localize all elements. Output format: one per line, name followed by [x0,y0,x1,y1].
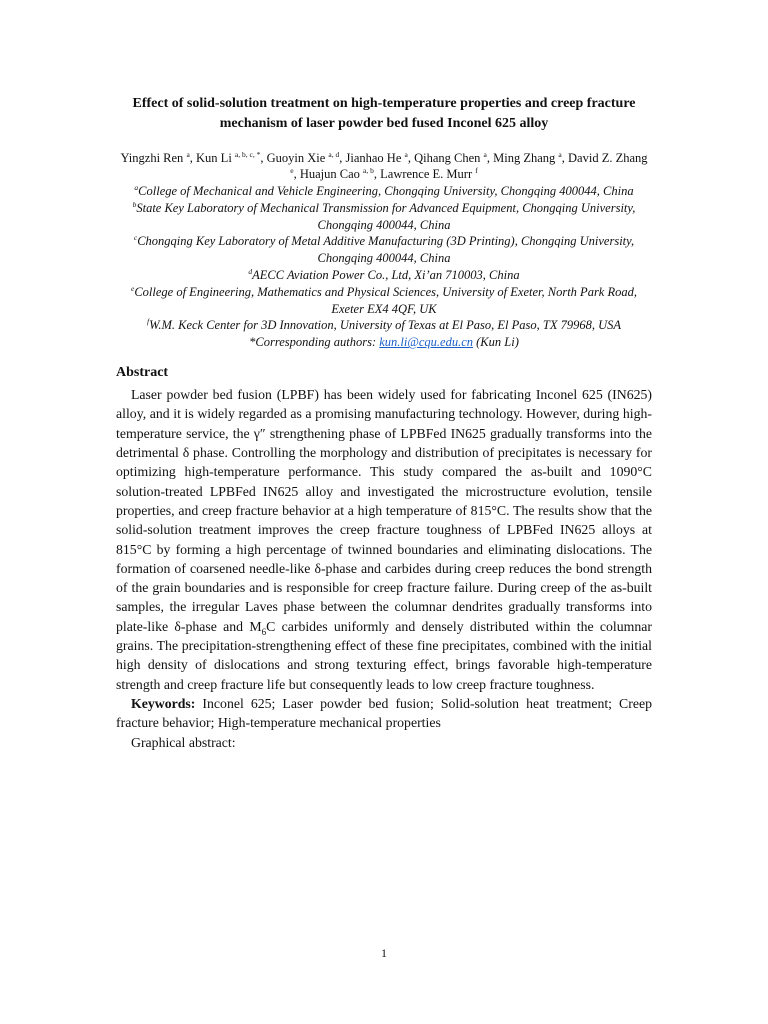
affiliation-text: Chongqing Key Laboratory of Metal Additive Manufacturing (3D Printing), Chongqing University, Chongqing 400044, China [137,234,635,266]
abstract-text-part1: Laser powder bed fusion (LPBF) has been widely used for fabricating Inconel 625 (IN625) alloy, and it is widely regarded as a promising manufacturing technology. However, during high-temperature service, the γ″ strengthening phase of LPBFed IN625 gradually transforms into the detrimental δ phase. Controlling the morphology and distribution of precipitates is necessary for optimizing high-temperature performance. This study compared the as-built and 1090°C solution-treated LPBFed IN625 alloy and investigated the microstructure evolution, tensile properties, and creep fracture behavior at a high temperature of 815°C. The results show that the solid-solution treatment improves the creep fracture toughness of LPBFed IN625 alloys at 815°C by forming a high percentage of twinned boundaries and eliminating dislocations. The formation of coarsened needle-like δ-phase and carbides during creep reduces the bond strength of the grain boundaries and is responsible for creep fracture failure. During creep of the as-built samples, the irregular Laves phase between the columnar dendrites gradually transforms into plate-like δ-phase and M [116,387,652,634]
author-name: David Z. Zhang [568,151,648,165]
corresponding-prefix: *Corresponding authors: [249,335,380,350]
author-name: Guoyin Xie [266,151,326,165]
affiliation-text: W.M. Keck Center for 3D Innovation, University of Texas at El Paso, El Paso, TX 79968, USA [149,318,622,333]
author-name: Kun Li [196,151,232,165]
affiliation-text: State Key Laboratory of Mechanical Transmission for Advanced Equipment, Chongqing University, Chongqing 400044, China [136,200,636,232]
author-affiliation-marker: a, b, c, * [234,149,261,159]
author-affiliation-marker: a [186,149,190,159]
corresponding-suffix: (Kun Li) [473,335,519,350]
author-name: Huajun Cao [299,167,360,181]
abstract-subscript: 6 [261,626,267,637]
author-affiliation-marker: a [558,149,562,159]
page-number: 1 [381,946,387,960]
abstract-heading: Abstract [116,365,169,381]
affiliation-text: College of Engineering, Mathematics and Physical Sciences, University of Exeter, North Park Road, Exeter EX4 4QF, UK [134,284,637,316]
author-name: Jianhao He [345,151,402,165]
author-separator: , [260,151,267,165]
author-separator: , [407,151,415,165]
paper-page [116,94,652,753]
corresponding-authors [116,334,652,351]
affiliation-marker: e [130,283,135,293]
affiliation [116,284,652,318]
affiliation-marker: b [132,199,137,209]
keywords-label: Keywords: [131,695,196,711]
affiliation-text: College of Mechanical and Vehicle Engineering, Chongqing University, Chongqing 400044, China [138,184,634,198]
affiliation-marker: d [248,266,253,276]
author-name: Ming Zhang [493,151,556,165]
author-affiliation-marker: a, b [363,165,374,175]
author-affiliation-marker: a [404,149,408,159]
affiliation [116,267,652,284]
abstract-body [116,385,652,694]
author-list [116,150,652,182]
author-affiliation-marker: a, d [328,149,340,159]
author-separator: , [486,151,494,165]
affiliation [116,233,652,267]
affiliation-list [116,183,652,334]
corresponding-email-link[interactable]: kun.li@cqu.edu.cn [379,335,474,350]
author-separator: , [373,167,381,181]
keywords [116,694,652,733]
keywords-text: Inconel 625; Laser powder bed fusion; Solid-solution heat treatment; Creep fracture behavior; High-temperature mechanical properties [116,695,652,731]
affiliation-marker: f [146,317,150,327]
author-affiliation-marker: a [483,149,487,159]
affiliation-marker: c [133,233,138,243]
author-separator: , [189,151,197,165]
affiliation-marker: a [134,182,139,192]
graphical-abstract-label: Graphical abstract: [131,734,236,750]
author-separator: , [561,151,569,165]
paper-title: Effect of solid-solution treatment on high-temperature properties and creep fracture mechanism of laser powder bed fused Inconel 625 alloy [132,96,636,131]
affiliation [116,183,652,200]
author-name: Lawrence E. Murr [380,167,473,181]
author-separator: , [293,167,300,181]
author-name: Yingzhi Ren [120,151,184,165]
affiliation [116,317,652,334]
author-separator: , [339,151,346,165]
author-affiliation-marker: f [475,165,478,175]
affiliation [116,200,652,234]
affiliation-text: AECC Aviation Power Co., Ltd, Xi’an 710003, China [252,267,520,282]
author-name: Qihang Chen [414,151,481,165]
author-affiliation-marker: e [290,165,294,175]
abstract-text-part2: C carbides uniformly and densely distributed within the columnar grains. The precipitation-strengthening effect of these fine precipitates, combined with the initial high density of dislocations and strong texturing effect, brings favorable high-temperature strength and creep fracture life but consequently leads to low creep fracture toughness. [116,618,652,692]
